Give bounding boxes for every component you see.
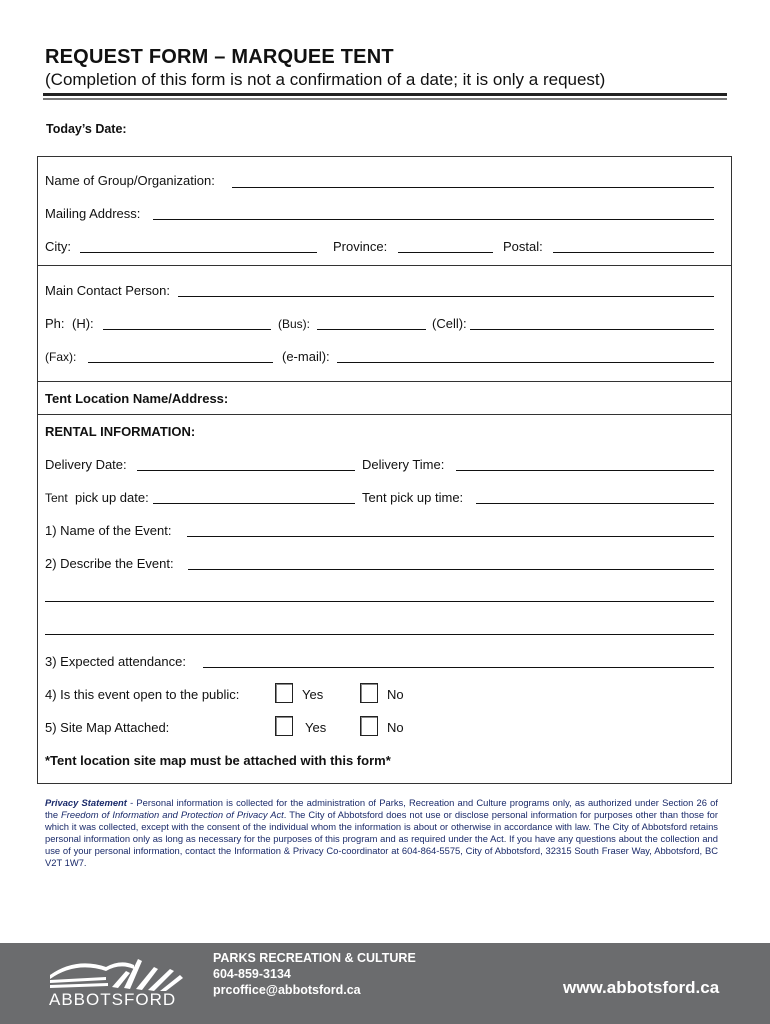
mailing-address-field[interactable]	[153, 219, 714, 220]
tent-location-label: Tent Location Name/Address:	[45, 391, 229, 406]
event-name-field[interactable]	[187, 536, 714, 537]
privacy-statement	[45, 797, 718, 869]
abbotsford-logo-icon	[46, 953, 186, 991]
phone-cell-field[interactable]	[470, 329, 714, 330]
open-to-public-label: 4) Is this event open to the public:	[45, 687, 240, 702]
mailing-address-label: Mailing Address:	[45, 206, 141, 221]
province-label: Province:	[333, 239, 388, 254]
header-rule-secondary	[43, 98, 727, 100]
section-divider	[37, 265, 732, 266]
delivery-date-label: Delivery Date:	[45, 457, 127, 472]
open-to-public-no-checkbox[interactable]	[360, 683, 378, 703]
footer-website-link[interactable]: www.abbotsford.ca	[563, 978, 720, 997]
site-map-no-label: No	[387, 720, 404, 735]
delivery-time-field[interactable]	[456, 470, 714, 471]
header-rule	[43, 93, 727, 96]
privacy-act-name: Freedom of Information and Protection of Privacy Act	[61, 809, 284, 820]
event-description-field-line-3[interactable]	[45, 634, 714, 635]
fax-field[interactable]	[88, 362, 273, 363]
page-title: REQUEST FORM – MARQUEE TENT	[45, 46, 394, 68]
event-description-field-line-2[interactable]	[45, 601, 714, 602]
pickup-date-field[interactable]	[153, 503, 355, 504]
open-to-public-yes-label: Yes	[302, 687, 324, 702]
open-to-public-no-label: No	[387, 687, 404, 702]
expected-attendance-label: 3) Expected attendance:	[45, 654, 186, 669]
page-subtitle: (Completion of this form is not a confirmation of a date; it is only a request)	[45, 70, 606, 89]
privacy-text-2: . The City of Abbotsford does not use or disclose personal information for purposes other than those for which it was collected, except with the consent of the individual whom the information is about or otherwise in accordance with law. The City of Abbotsford retains personal information only as long as necessary for the purposes of this program and as required under the Act. If you have any questions about the collection and use of your personal information, contact the Information & Privacy Co-coordinator at 604-864-5575, City of Abbotsford, 32315 South Fraser Way, Abbotsford, BC V2T 1W7.	[45, 809, 718, 868]
event-description-label: 2) Describe the Event:	[45, 556, 174, 571]
province-field[interactable]	[398, 252, 493, 253]
delivery-time-label: Delivery Time:	[362, 457, 445, 472]
postal-label: Postal:	[503, 239, 543, 254]
city-label: City:	[45, 239, 71, 254]
main-contact-field[interactable]	[178, 296, 714, 297]
city-field[interactable]	[80, 252, 317, 253]
site-map-label: 5) Site Map Attached:	[45, 720, 170, 735]
email-label: (e-mail):	[282, 349, 330, 364]
phone-home-field[interactable]	[103, 329, 271, 330]
section-divider	[37, 414, 732, 415]
phone-cell-label: (Cell):	[432, 316, 467, 331]
site-map-no-checkbox[interactable]	[360, 716, 378, 736]
pickup-date-label-prefix: Tent	[45, 491, 68, 505]
site-map-yes-label: Yes	[305, 720, 327, 735]
todays-date-label: Today’s Date:	[46, 122, 127, 136]
main-contact-label: Main Contact Person:	[45, 283, 171, 298]
rental-info-heading: RENTAL INFORMATION:	[45, 424, 196, 439]
org-name-label: Name of Group/Organization:	[45, 173, 215, 188]
site-map-note: *Tent location site map must be attached with this form*	[45, 753, 391, 768]
email-field[interactable]	[337, 362, 714, 363]
footer-department: PARKS RECREATION & CULTURE	[213, 951, 416, 965]
phone-bus-label: (Bus):	[278, 317, 311, 331]
pickup-time-label: Tent pick up time:	[362, 490, 464, 505]
footer-phone: 604-859-3134	[213, 967, 291, 981]
privacy-heading: Privacy Statement	[45, 797, 127, 808]
expected-attendance-field[interactable]	[203, 667, 714, 668]
site-map-yes-checkbox[interactable]	[275, 716, 293, 736]
phone-home-label: (H):	[72, 316, 94, 331]
pickup-date-label: pick up date:	[75, 490, 149, 505]
delivery-date-field[interactable]	[137, 470, 355, 471]
phone-bus-field[interactable]	[317, 329, 426, 330]
footer-email[interactable]: prcoffice@abbotsford.ca	[213, 983, 361, 997]
pickup-time-field[interactable]	[476, 503, 714, 504]
open-to-public-yes-checkbox[interactable]	[275, 683, 293, 703]
org-name-field[interactable]	[232, 187, 714, 188]
privacy-text-1: - Personal information is collected for the administration of Parks, Recreation and Culture programs only, as authorized under Section 26 of the	[45, 797, 718, 820]
event-name-label: 1) Name of the Event:	[45, 523, 172, 538]
section-divider	[37, 381, 732, 382]
logo-text: ABBOTSFORD	[49, 990, 177, 1009]
fax-label: (Fax):	[45, 350, 77, 364]
event-description-field[interactable]	[188, 569, 714, 570]
phone-label: Ph:	[45, 316, 65, 331]
footer-bar	[0, 943, 770, 1024]
postal-field[interactable]	[553, 252, 714, 253]
